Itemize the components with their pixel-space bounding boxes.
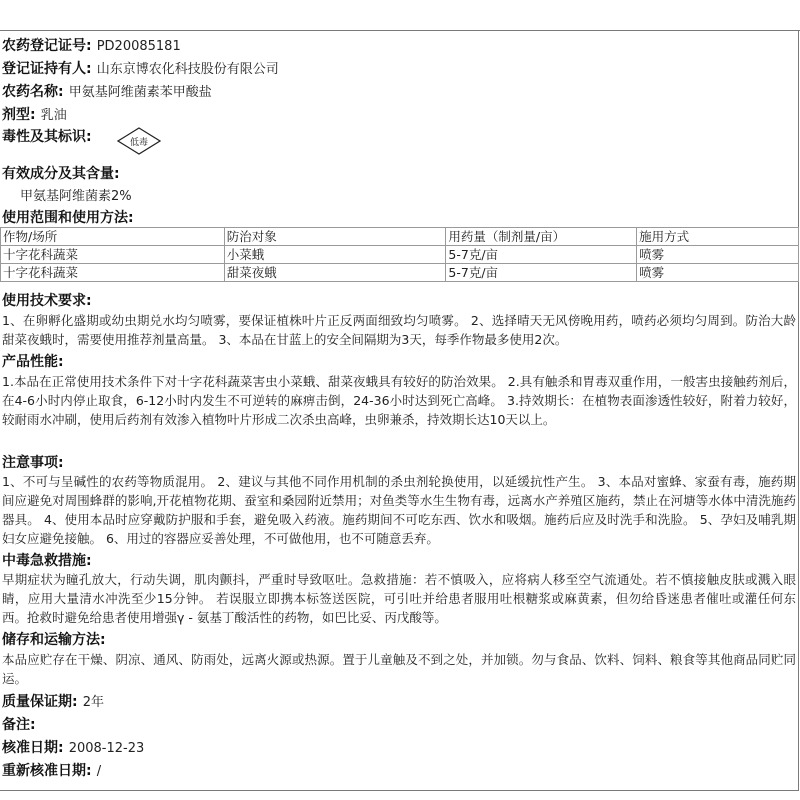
usage-heading: 使用范围和使用方法: [2, 210, 134, 226]
precautions-heading: 注意事项: [2, 455, 64, 471]
pesticide-name-row [2, 81, 794, 101]
technique-text: 1、在卵孵化盛期或幼虫期兑水均匀喷雾，要保证植株叶片正反两面细致均匀喷雾。 2、选择晴天无风傍晚用药，喷药必须均匀周到。防治大龄甜菜夜蛾时，需要使用推荐剂量高量。 3、本品在甘蓝上的安全间隔期为3天，每季作物最多使用2次。 [2, 313, 796, 347]
usage-header-target: 防治对象 [224, 228, 446, 246]
shelf-life-value: 2年 [82, 695, 104, 710]
pesticide-name-value: 甲氨基阿维菌素苯甲酸盐 [68, 85, 212, 100]
reapproval-date-row [2, 760, 794, 780]
table-cell: 小菜蛾 [224, 246, 446, 264]
table-cell: 喷雾 [637, 264, 799, 282]
shelf-life-row [2, 691, 794, 711]
toxicity-label: 毒性及其标识: [2, 129, 92, 145]
approval-date-label: 核准日期: [2, 740, 64, 756]
formulation-label: 剂型: [2, 107, 36, 123]
active-ingredient-row [20, 185, 794, 204]
performance-heading: 产品性能: [2, 354, 64, 370]
first-aid-text: 早期症状为瞳孔放大，行动失调，肌肉颤抖，严重时导致呕吐。急救措施：若不慎吸入，应将病人移至空气流通处。若不慎接触皮肤或溅入眼睛，应用大量清水冲洗至少15分钟。 若误服立即携本标签送医院，可引吐并给患者服用吐根糖浆或麻黄素，但勿给昏迷患者催吐或灌任何东西。抢救时避免给患者使用增强γ - 氨基丁酸活性的药物，如巴比妥、丙戊酸等。 [2, 572, 796, 625]
table-cell: 喷雾 [637, 246, 799, 264]
table-row [1, 246, 799, 264]
remarks-label: 备注: [2, 717, 36, 733]
registration-value: PD20085181 [96, 39, 181, 54]
approval-date-row [2, 737, 794, 757]
usage-header-row [1, 228, 799, 246]
low-toxicity-diamond-icon [117, 127, 161, 155]
storage-heading: 储存和运输方法: [2, 632, 106, 648]
table-cell: 甜菜夜蛾 [224, 264, 446, 282]
table-cell: 十字花科蔬菜 [1, 246, 225, 264]
active-ingredient-label: 有效成分及其含量: [2, 166, 120, 182]
usage-header-method: 施用方式 [637, 228, 799, 246]
pesticide-name-label: 农药名称: [2, 84, 64, 100]
usage-header-dosage: 用药量（制剂量/亩） [446, 228, 637, 246]
performance-text: 1.本品在正常使用技术条件下对十字花科蔬菜害虫小菜蛾、甜菜夜蛾具有较好的防治效果。 2.具有触杀和胃毒双重作用，一般害虫接触药剂后，在4-6小时内停止取食，6-12小时内发生不可逆转的麻痹击倒，24-36小时达到死亡高峰。 3.持效期长：在植物表面渗透性较好，附着力较好，较耐雨水冲刷，使用后药剂有效渗入植物叶片形成二次杀虫高峰，虫卵兼杀，持效期长达10天以上。 [2, 374, 796, 427]
usage-table [0, 227, 799, 282]
first-aid-heading: 中毒急救措施: [2, 553, 92, 569]
approval-date-value: 2008-12-23 [68, 741, 145, 756]
precautions-text: 1、不可与呈碱性的农药等物质混用。 2、建议与其他不同作用机制的杀虫剂轮换使用，以延缓抗性产生。 3、本品对蜜蜂、家蚕有毒，施药期间应避免对周围蜂群的影响,开花植物花期、蚕室和桑园附近禁用；对鱼类等水生生物有毒，远离水产养殖区施药，禁止在河塘等水体中清洗施药器具。 4、使用本品时应穿戴防护服和手套，避免吸入药液。施药期间不可吃东西、饮水和吸烟。施药后应及时洗手和洗脸。 5、孕妇及哺乳期妇女应避免接触。 6、用过的容器应妥善处理，不可做他用，也不可随意丢弃。 [2, 474, 796, 546]
holder-value: 山东京博农化科技股份有限公司 [96, 62, 279, 77]
storage-text: 本品应贮存在干燥、阴凉、通风、防雨处，远离火源或热源。置于儿童触及不到之处，并加锁。勿与食品、饮料、饲料、粮食等其他商品同贮同运。 [2, 652, 796, 686]
label-document [0, 31, 799, 791]
reapproval-date-label: 重新核准日期: [2, 763, 92, 779]
technique-heading: 使用技术要求: [2, 293, 92, 309]
holder-label: 登记证持有人: [2, 61, 92, 77]
table-cell: 5-7克/亩 [446, 246, 637, 264]
registration-label: 农药登记证号: [2, 38, 92, 54]
active-ingredient-heading [2, 163, 794, 183]
table-cell: 十字花科蔬菜 [1, 264, 225, 282]
shelf-life-label: 质量保证期: [2, 694, 78, 710]
table-cell: 5-7克/亩 [446, 264, 637, 282]
formulation-row [2, 104, 794, 124]
toxicity-badge-text: 低毒 [129, 138, 149, 148]
table-row [1, 264, 799, 282]
registration-row [2, 35, 794, 55]
reapproval-date-value: / [96, 764, 102, 779]
holder-row [2, 58, 794, 78]
active-ingredient-value: 甲氨基阿维菌素2% [20, 189, 132, 204]
remarks-row [2, 714, 794, 734]
usage-header-crop: 作物/场所 [1, 228, 225, 246]
formulation-value: 乳油 [40, 108, 67, 123]
